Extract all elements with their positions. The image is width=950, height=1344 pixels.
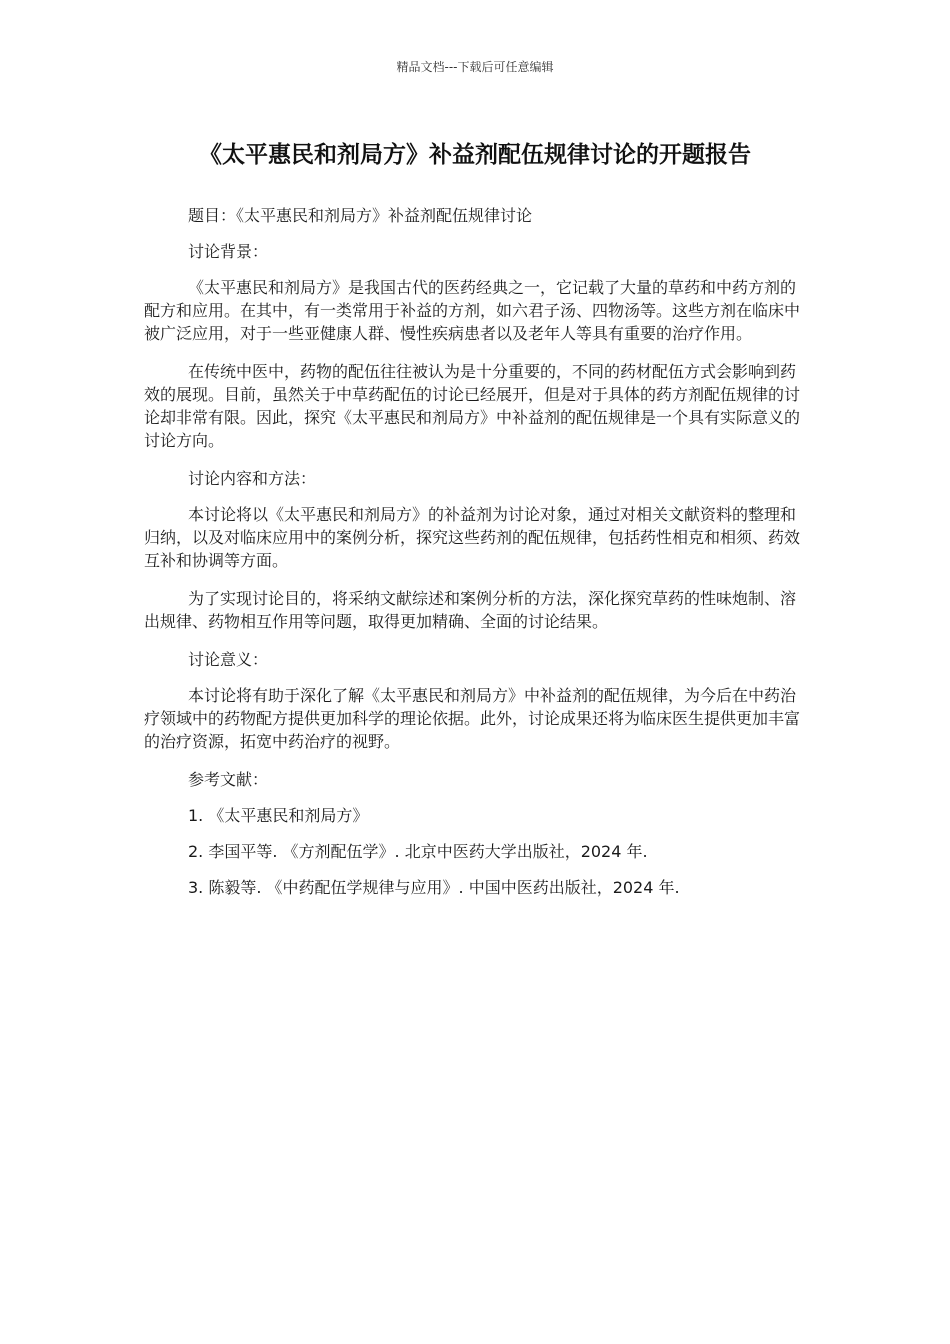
reference-item: 1. 《太平惠民和剂局方》 <box>188 806 369 825</box>
paragraph: 为了实现讨论目的，将采纳文献综述和案例分析的方法，深化探究草药的性味炮制、溶出规律、药物相互作用等问题，取得更加精确、全面的讨论结果。 <box>144 589 797 631</box>
document-title: 《太平惠民和剂局方》补益剂配伍规律讨论的开题报告 <box>199 142 751 168</box>
paragraph: 本讨论将有助于深化了解《太平惠民和剂局方》中补益剂的配伍规律，为今后在中药治疗领域中的药物配方提供更加科学的理论依据。此外，讨论成果还将为临床医生提供更加丰富的治疗资源，拓宽中药治疗的视野。 <box>144 686 801 751</box>
section-label-background: 讨论背景： <box>188 242 269 261</box>
section-label-significance: 讨论意义： <box>188 650 269 669</box>
section-label-methods: 讨论内容和方法： <box>188 469 317 488</box>
reference-item: 2. 李国平等. 《方剂配伍学》. 北京中医药大学出版社，2024 年. <box>188 842 648 861</box>
paragraph: 在传统中医中，药物的配伍往往被认为是十分重要的，不同的药材配伍方式会影响到药效的展现。目前，虽然关于中草药配伍的讨论已经展开，但是对于具体的药方剂配伍规律的讨论却非常有限。因此，探究《太平惠民和剂局方》中补益剂的配伍规律是一个具有实际意义的讨论方向。 <box>144 362 801 450</box>
paragraph: 《太平惠民和剂局方》是我国古代的医药经典之一，它记载了大量的草药和中药方剂的配方和应用。在其中，有一类常用于补益的方剂，如六君子汤、四物汤等。这些方剂在临床中被广泛应用，对于一些亚健康人群、慢性疾病患者以及老年人等具有重要的治疗作用。 <box>144 278 801 343</box>
paragraph: 本讨论将以《太平惠民和剂局方》的补益剂为讨论对象，通过对相关文献资料的整理和归纳，以及对临床应用中的案例分析，探究这些药剂的配伍规律，包括药性相克和相须、药效互补和协调等方面。 <box>144 505 801 570</box>
reference-item: 3. 陈毅等. 《中药配伍学规律与应用》. 中国中医药出版社，2024 年. <box>188 878 680 897</box>
section-label-references: 参考文献： <box>188 770 269 789</box>
document-body <box>144 204 808 912</box>
topic-line: 题目：《太平惠民和剂局方》补益剂配伍规律讨论 <box>188 206 533 225</box>
header-note: 精品文档---下载后可任意编辑 <box>396 60 554 74</box>
